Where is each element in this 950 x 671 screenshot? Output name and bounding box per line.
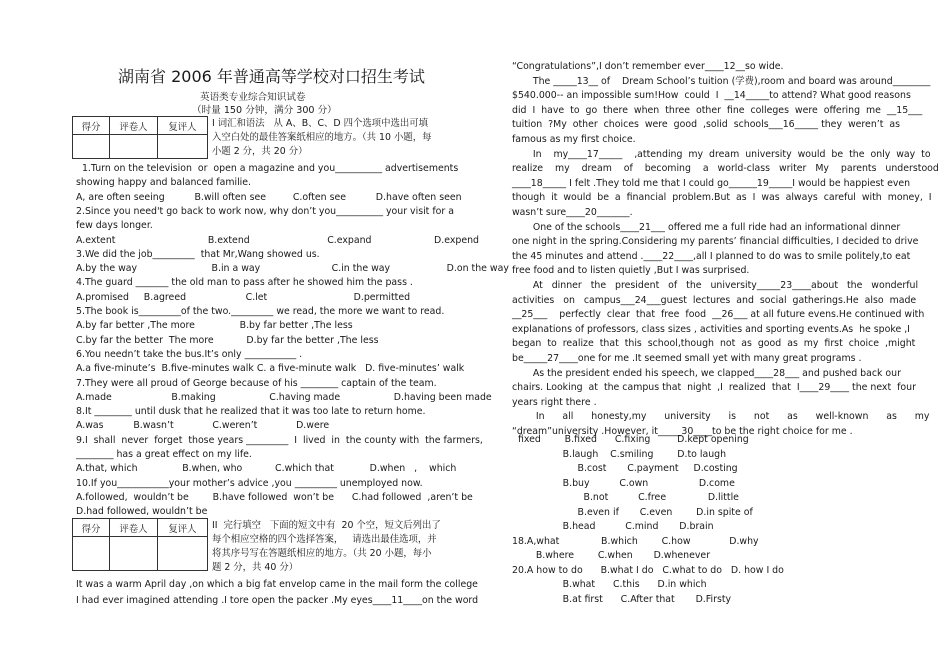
option-line: B.head C.mind D.brain — [512, 521, 714, 532]
question-line: A.made B.making C.having made D.having been made — [76, 391, 492, 403]
passage-line: I had ever imagined attending .I tore open the packer .My eyes____11____on the word — [76, 595, 479, 606]
question-line: 1.Turn on the television or open a magazine and you__________ advertisements — [76, 163, 459, 174]
question-line: few days longer. — [76, 220, 153, 232]
passage-line: The _____13__ of Dream School’s tuition (学费),room and board was around________ — [512, 75, 931, 87]
question-line: showing happy and balanced familie. — [76, 177, 252, 189]
question-line: A.extent B.extend C.expand D.expend — [76, 234, 480, 246]
option-line: B.cost C.payment D.costing — [512, 463, 738, 474]
section2-instruction: 将其序号写在答题纸相应的地方。（共 20 小题，每小 — [212, 548, 432, 559]
question-line: A.was B.wasn’t C.weren’t D.were — [76, 420, 330, 432]
question-line: 8.It ________ until dusk that he realized that it was too late to return home. — [76, 406, 426, 418]
option-line: B.even if C.even D.in spite of — [512, 506, 753, 518]
question-line: A.by far better ,The more B.by far better ,The less — [76, 320, 353, 332]
passage-line: In my____17_____ ,attending my dream university would be the only way to — [512, 148, 931, 160]
score-cell — [73, 135, 110, 159]
question-line: 10.If you___________your mother’s advice ,you _________ unemployed now. — [76, 477, 423, 489]
passage-line: __25___ perfectly clear that free food __26___ at all future evens.He continued with — [512, 309, 925, 321]
passage-line: though it would be a financial problem.But as I was always careful with money, I — [512, 192, 932, 204]
grader-cell — [110, 135, 158, 159]
question-line: A.followed, wouldn’t be B.have followed won’t be C.had followed ,aren’t be — [76, 491, 473, 503]
passage-line: chairs. Looking at the campus that night ,I realized that I____29____ the next four — [512, 382, 916, 394]
paper-subtitle: 英语类专业综合知识试卷 — [200, 92, 306, 103]
score-table-2 — [72, 518, 208, 571]
option-line: B.at first C.After that D.Firsty — [512, 593, 732, 605]
passage-line: “dream”university .However, it_____30____to be the right choice for me . — [512, 426, 853, 437]
question-line: 7.They were all proud of George because of his ________ captain of the team. — [76, 377, 437, 389]
question-line: 6.You needn’t take the bus.It’s only ___________ . — [76, 348, 303, 360]
passage-line: wasn’t sure____20_______. — [512, 207, 633, 218]
grader-cell — [110, 537, 158, 571]
passage-line: At dinner the president of the university_____23____about the wonderful — [512, 280, 919, 291]
reviewer-cell — [158, 135, 208, 159]
score-header-score: 得分 — [73, 117, 110, 135]
option-line: B.laugh C.smiling D.to laugh — [512, 448, 727, 460]
question-line: 9.I shall never forget those years _________ I lived in the county with the farmers, — [76, 434, 483, 446]
page-title: 湖南省 2006 年普通高等学校对口招生考试 — [118, 67, 425, 86]
reviewer-cell — [158, 537, 208, 571]
question-line: C.by far the better The more D.by far the better ,The less — [76, 334, 379, 346]
option-line: B.what C.this D.in which — [512, 579, 707, 590]
time-info: （时量 150 分钟，满分 300 分） — [192, 105, 337, 116]
section1-instruction: I 词汇和语法 从 A、B、C、D 四个选项中选出可填 — [212, 118, 429, 129]
option-line: B.not C.free D.little — [512, 492, 739, 503]
passage-line: As the president ended his speech, we clapped____28___ and pushed back our — [512, 367, 901, 379]
score-header-score: 得分 — [73, 519, 110, 537]
question-line: 5.The book is_________of the two._________ we read, the more we want to read. — [76, 306, 445, 317]
score-header-reviewer: 复评人 — [158, 117, 208, 135]
score-cell — [73, 537, 110, 571]
option-line: B.where C.when D.whenever — [512, 550, 711, 561]
question-line: A.a five-minute’s B.five-minutes walk C. a five-minute walk D. five-minutes’ walk — [76, 363, 465, 375]
question-line: A.promised B.agreed C.let D.permitted — [76, 291, 411, 303]
question-line: 2.Since you need't go back to work now, why don’t you__________ your visit for a — [76, 205, 454, 217]
question-line: D.had followed, wouldn’t be — [76, 506, 208, 518]
question-line: 3.We did the job_________ that Mr,Wang showed us. — [76, 248, 320, 260]
passage-line: $540.000-- an impossible sum!How could I __14_____to attend? What good reasons — [512, 90, 911, 102]
passage-line: It was a warm April day ,on which a big fat envelop came in the mail form the college — [76, 579, 478, 590]
section1-instruction: 小题 2 分，共 20 分） — [212, 146, 308, 157]
question-line: 4.The guard _______ the old man to pass after he showed him the pass . — [76, 277, 413, 289]
question-line: ________ has a great effect on my life. — [76, 449, 252, 460]
passage-line: tuition ?My other choices were good ,solid schools___16_____ they weren’t as — [512, 119, 900, 131]
score-header-reviewer: 复评人 — [158, 519, 208, 537]
option-line: fixed B.fixed C.fixing D.kept opening — [512, 434, 749, 445]
passage-line: In all honesty,my university is not as well-known as my — [512, 411, 930, 423]
option-line: 20.A how to do B.what I do C.what to do D. how I do — [512, 564, 784, 576]
passage-line: activities on campus___24___guest lectures and social gatherings.He also made — [512, 294, 917, 306]
question-line: A, are often seeing B.will often see C.often see D.have often seen — [76, 191, 462, 203]
section2-instruction: 题 2 分，共 40 分） — [212, 562, 299, 573]
score-table-1 — [72, 116, 208, 159]
passage-line: years right there . — [512, 396, 597, 408]
section1-instruction: 入空白处的最佳答案纸相应的地方。（共 10 小题，每 — [212, 132, 432, 143]
question-line: A.that, which B.when, who C.which that D.when , which — [76, 463, 457, 475]
passage-line: did I have to go there when three other fine colleges were offering me __15___ — [512, 104, 923, 116]
passage-line: the 45 minutes and attend .____22____,all I planned to do was to smile politely,to eat — [512, 250, 911, 262]
section2-instruction: II 完行填空 下面的短文中有 20 个空，短文后列出了 — [212, 520, 441, 531]
passage-line: explanations of professors, class sizes , activities and sporting events.As he spoke ,I — [512, 323, 910, 335]
passage-line: famous as my first choice. — [512, 134, 636, 145]
passage-line: free food and to listen quietly ,But I was surprised. — [512, 265, 750, 277]
passage-line: be_____27____one for me .It seemed small yet with many great programs . — [512, 353, 862, 364]
option-line: 18.A,what B.which C.how D.why — [512, 535, 759, 547]
passage-line: realize my dream of becoming a world-class writer My parents understood — [512, 163, 939, 175]
option-line: B.buy C.own D.come — [512, 477, 735, 489]
section2-instruction: 每个相应空格的四个选择答案， 请选出最佳选项，并 — [212, 534, 437, 545]
score-header-grader: 评卷人 — [110, 519, 158, 537]
passage-line: One of the schools____21___ offered me a full ride had an informational dinner — [512, 221, 901, 233]
score-header-grader: 评卷人 — [110, 117, 158, 135]
passage-line: ____18_____ I felt .They told me that I could go______19_____I would be happiest even — [512, 177, 911, 189]
passage-line: began to realize that this school,though not as good as my first choice ,might — [512, 338, 916, 350]
question-line: A.by the way B.in a way C.in the way D.on the way — [76, 263, 509, 275]
passage-line: one night in the spring.Considering my parents’ financial difficulties, I decided to drive — [512, 236, 919, 248]
passage-line: “Congratulations”,I don’t remember ever____12__so wide. — [512, 61, 784, 72]
